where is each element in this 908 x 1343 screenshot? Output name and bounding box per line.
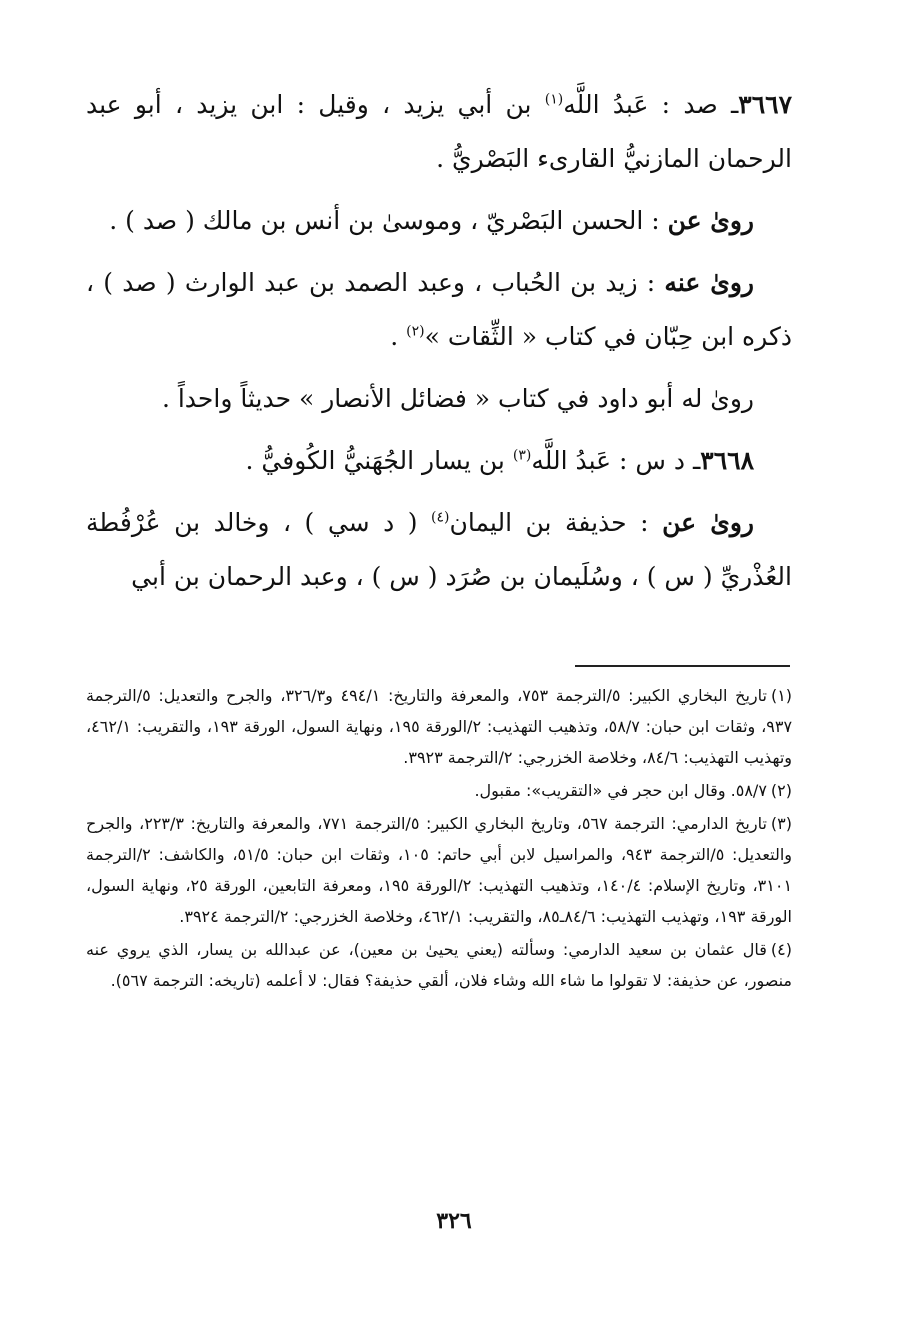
section-end: . <box>390 322 407 351</box>
main-text <box>86 78 792 612</box>
footnote-text: تاريخ الدارمي: الترجمة ٥٦٧، وتاريخ البخاري الكبير: ٥/الترجمة ٧٧١، والمعرفة والتاريخ: ٢٢٣/٣، والجرح والتعديل: ٥/الترجمة ٩٤٣، والمراسيل لابن أبي حاتم: ١٠٥، وثقات ابن حبان: ٥١/٥، والكاشف: ٢/الترجمة ٣١٠١، وتاريخ الإسلام: ١٤٠/٤، وتذهيب التهذيب: ٢/الورقة ١٩٥، ومعرفة التابعين، الورقة ٢٥، ونهاية السول، الورقة ١٩٣، وتهذيب التهذيب: ٨٤/٦ـ٨٥، والتقريب: ٤٦٢/١، وخلاصة الخزرجي: ٢/الترجمة ٣٩٢٤. <box>86 814 793 926</box>
entry-3667-note <box>86 372 792 426</box>
footnote-ref: (٢) <box>406 323 425 340</box>
footnote-4 <box>86 934 792 996</box>
section-heading: روىٰ عن <box>662 508 754 537</box>
footnote-text: تاريخ البخاري الكبير: ٥/الترجمة ٧٥٣، والمعرفة والتاريخ: ٤٩٤/١ و٣٢٦/٣، والجرح والتعديل: ٥/الترجمة ٩٣٧، وثقات ابن حبان: ٥٨/٧، وتذهيب التهذيب: ٢/الورقة ١٩٥، ونهاية السول، الورقة ١٩٣، والتقريب: ٤٦٢/١، وتهذيب التهذيب: ٨٤/٦، وخلاصة الخزرجي: ٢/الترجمة ٣٩٢٣. <box>86 686 793 767</box>
section-heading: روىٰ عنه <box>664 268 754 297</box>
footnote-text: ٥٨/٧. وقال ابن حجر في «التقريب»: مقبول. <box>474 781 767 800</box>
entry-3667-narrated-from <box>86 194 792 248</box>
footnote-ref: (٤) <box>431 509 450 526</box>
entry-name-rest: بن أبي يزيد ، وقيل : ابن يزيد ، أبو عبد الرحمان المازنيُّ القارىء البَصْريُّ . <box>86 90 792 173</box>
entry-3667-narrated-by <box>86 256 792 364</box>
footnote-number: (٤) <box>770 940 792 959</box>
footnote-3 <box>86 808 792 932</box>
footnote-number: (٣) <box>770 814 793 833</box>
section-heading: روىٰ عن <box>667 206 754 235</box>
entry-3668-heading <box>86 434 792 488</box>
note-text: روىٰ له أبو داود في كتاب « فضائل الأنصار » حديثاً واحداً . <box>161 384 754 413</box>
entry-name-rest: بن يسار الجُهَنيُّ الكُوفيُّ . <box>245 446 513 475</box>
footnotes <box>86 680 792 998</box>
section-text-continued: ( د سي ) ، وخالد بن عُرْفُطة العُذْريِّ ( س ) ، وسُلَيمان بن صُرَد ( س ) ، وعبد الرحمان بن أبي <box>86 508 792 591</box>
footnote-ref: (١) <box>544 91 564 108</box>
footnote-text: قال عثمان بن سعيد الدارمي: وسألته (يعني يحيىٰ بن معين)، عن عبدالله بن يسار، الذي يروي عنه منصور، عن حذيفة: لا تقولوا ما شاء الله وشاء فلان، ألقي حذيفة؟ فقال: لا أعلمه (تاريخه: الترجمة ٥٦٧). <box>86 940 792 990</box>
footnote-1 <box>86 680 792 773</box>
section-text: : الحسن البَصْريّ ، وموسىٰ بن أنس بن مالك ( صد ) . <box>109 206 668 235</box>
section-text: : زيد بن الحُباب ، وعبد الصمد بن عبد الوارث ( صد ) ، ذكره ابن حِبّان في كتاب « الثِّقات » <box>86 268 792 351</box>
entry-name: ـ صد : عَبدُ اللَّه <box>563 90 739 119</box>
footnote-number: (٢) <box>770 781 792 800</box>
footnote-ref: (٣) <box>512 447 532 464</box>
section-text: : حذيفة بن اليمان <box>449 508 663 537</box>
entry-name: ـ د س : عَبدُ اللَّه <box>531 446 701 475</box>
entry-number: ٣٦٦٧ <box>738 90 792 119</box>
footnote-number: (١) <box>770 686 793 705</box>
entry-3668-narrated-from <box>86 496 792 604</box>
entry-3667-heading <box>86 78 792 186</box>
footnote-separator <box>575 665 790 667</box>
footnote-2 <box>86 775 792 806</box>
entry-number: ٣٦٦٨ <box>700 446 754 475</box>
page-number: ٣٢٦ <box>436 1208 472 1234</box>
